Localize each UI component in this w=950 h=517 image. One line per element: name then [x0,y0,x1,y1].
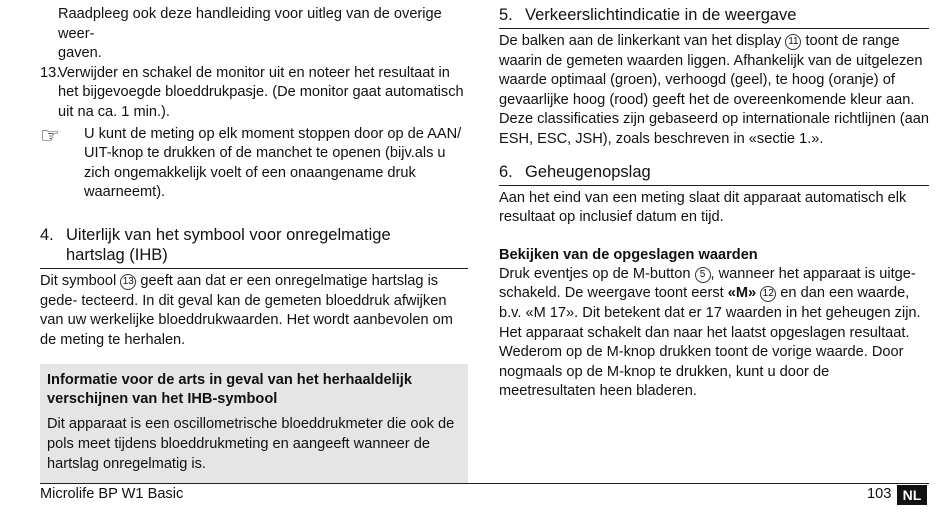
section-title: Verkeerslichtindicatie in de weergave [525,6,797,24]
doctor-info-box [40,364,468,483]
footer-rule [40,483,929,484]
section-4-heading [40,225,468,269]
section-title-2: hartslag (IHB) [66,245,168,264]
footer-product: Microlife BP W1 Basic [40,486,184,502]
view-stored-text [499,265,929,402]
text-part: Dit symbool [40,272,117,289]
step-number: 13. [40,64,61,81]
section-number: 4. [40,225,54,244]
intro-line-2: gaven. [58,45,102,62]
text-part: geeft aan dat er een onregelmatige hartslag is gede- tecteerd. In dit geval kan de gemeten bloeddruk afwijken van uw werkelijke bloeddrukwaarden. Het wordt aanbevolen om de meting te herhalen. [40,272,453,348]
ref-11-icon: 11 [785,34,801,50]
step-13-text: Verwijder en schakel de monitor uit en noteer het resultaat in het bijgevoegde bloeddrukpasje. (De monitor gaat automatisch uit na ca. 1 min.). [58,64,464,120]
section-6-text: Aan het eind van een meting slaat dit apparaat automatisch elk resultaat op inclusief datum en tijd. [499,189,907,226]
info-box-body: Dit apparaat is een oscillometrische bloeddrukmeter die ook de pols meet tijdens bloeddrukmeting en aangeeft wanneer de hartslag onregelmatig is. [47,416,455,472]
right-column [499,0,929,402]
info-box-title: Informatie voor de arts in geval van het herhaaldelijk verschijnen van het IHB-symbool [47,372,412,408]
step-13 [40,64,468,123]
section-5-text [499,32,929,150]
section-title: Geheugenopslag [525,162,651,181]
intro-line-1: Raadpleeg ook deze handleiding voor uitleg van de overige weer- [58,6,442,42]
section-4-text [40,272,468,350]
pointing-hand-icon: ☞ [40,122,60,148]
ref-13-icon: 13 [120,274,136,290]
text-part: Druk eventjes op de M-button [499,265,691,282]
text-part: De balken aan de linkerkant van het display [499,33,782,49]
text-part: en dan een waarde, b.v. «M 17». Dit betekent dat er 17 waarden in het geheugen zijn. Het apparaat schakelt dan naar het laatst opgeslagen resultaat. Wederom op de M-knop drukken toont de vorige waarde. Door nogmaals op de M-knop te drukken, kunt u door de meetresultaten heen bladeren. [499,285,921,400]
view-stored-subheading: Bekijken van de opgeslagen waarden [499,246,758,263]
ref-5-icon: 5 [695,267,711,283]
section-5-heading [499,5,929,29]
ref-12-icon: 12 [760,286,776,302]
hand-note-text: U kunt de meting op elk moment stoppen door op de AAN/ UIT-knop te drukken of de manchet te openen (bijv.als u zich ongemakkelijk voelt of een onaangename druk waarneemt). [84,125,462,201]
hand-note [40,122,468,203]
page-number: 103 [867,486,892,502]
m-symbol: «M» [727,285,757,302]
language-badge: NL [897,485,927,505]
intro-text [40,5,468,64]
section-number: 5. [499,6,513,24]
section-6-heading [499,162,929,186]
left-column [40,0,468,483]
section-title: Uiterlijk van het symbool voor onregelmatige [66,225,391,244]
text-part: toont de range waarin de gemeten waarden liggen. Afhankelijk van de uitgelezen waarde optimaal (groen), verhoogd (geel), te hoog (oranje) of gevaarlijke hoog (rood) geeft het de overeenkomende kleur aan. Deze classificaties zijn gebaseerd op internationale richtlijnen (aan ESH, ESC, JSH), zoals beschreven in «sectie 1.». [499,33,929,147]
section-number: 6. [499,162,513,181]
text-part: , wanneer het apparaat is uitge- schakeld. De weergave toont eerst [499,265,916,302]
